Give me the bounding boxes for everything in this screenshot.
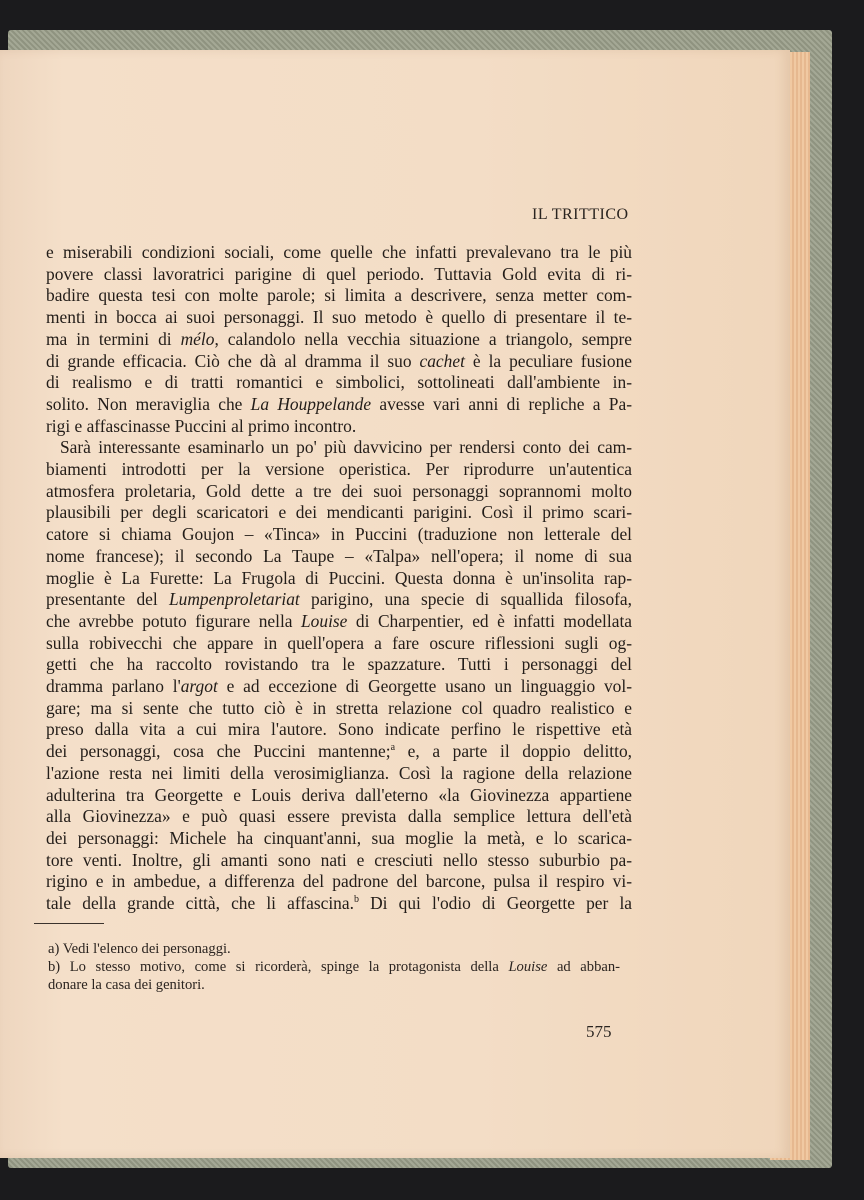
body-line: rigi e affascinasse Puccini al primo incontro. <box>46 415 357 436</box>
body-line: plausibili per degli scaricatori e dei mendicanti parigini. Così il primo scari- <box>46 502 632 523</box>
body-line: badire questa tesi con molte parole; si limita a descrivere, senza metter com- <box>46 285 632 306</box>
italic-term: Louise <box>301 610 348 631</box>
text-run: solito. Non meraviglia che <box>46 393 251 414</box>
text-run: donare la casa dei genitori. <box>48 977 205 993</box>
italic-term: cachet <box>419 350 465 371</box>
text-run: di Charpentier, ed è infatti modellata <box>347 610 632 631</box>
italic-term: argot <box>180 676 218 697</box>
italic-term: Louise <box>508 959 548 975</box>
italic-term: mélo <box>180 328 215 349</box>
text-run: b) Lo stesso motivo, come si ricorderà, spinge la protagonista della <box>48 959 509 975</box>
body-line: rigino e in ambedue, a differenza del padrone del barcone, pulsa il respiro vi- <box>46 871 632 892</box>
body-line <box>46 611 632 633</box>
page-number: 575 <box>586 1022 612 1041</box>
body-line: alla Giovinezza» e può quasi essere prevista dalla semplice lettura dell'età <box>46 806 632 827</box>
body-line: l'azione resta nei limiti della verosimiglianza. Così la ragione della relazione <box>46 762 632 783</box>
body-line: biamenti introdotti per la versione operistica. Per riprodurre un'autentica <box>46 459 632 480</box>
text-run: Di qui l'odio di Georgette per la <box>358 893 632 914</box>
footnote-line <box>48 958 620 976</box>
footnote-rule <box>34 923 104 924</box>
text-run: che avrebbe potuto figurare nella <box>46 610 302 631</box>
running-head: IL TRITTICO <box>532 206 629 223</box>
italic-term: Lumpenproletariat <box>168 589 300 610</box>
body-line: povere classi lavoratrici parigine di quel periodo. Tuttavia Gold evita di ri- <box>46 263 632 284</box>
body-line <box>46 329 632 351</box>
footnote-marker: b <box>353 894 359 906</box>
footnote-line <box>48 940 620 958</box>
body-line: atmosfera proletaria, Gold dette a tre dei suoi personaggi soprannomi molto <box>46 480 632 501</box>
body-line: dei personaggi: Michele ha cinquant'anni, sua moglie la metà, e lo scarica- <box>46 827 632 848</box>
body-line: preso dalla vita a cui mira l'autore. Sono indicate perfino le rispettive età <box>46 719 632 740</box>
footnotes <box>48 940 620 994</box>
body-line <box>46 893 632 915</box>
body-line: adulterina tra Georgette e Louis deriva dall'eterno «la Giovinezza appartiene <box>46 784 632 805</box>
body-line <box>46 741 632 763</box>
text-run: ad abban- <box>547 959 621 975</box>
footnote-line <box>48 976 620 994</box>
body-line: gare; ma si sente che tutto ciò è in stretta relazione col quadro realistico e <box>46 697 632 718</box>
text-run: è la peculiare fusione <box>464 350 632 371</box>
body-line <box>46 589 632 611</box>
body-line: e miserabili condizioni sociali, come quelle che infatti prevalevano tra le più <box>46 242 632 262</box>
text-run: dramma parlano l' <box>46 676 181 697</box>
text-run: , calandolo nella vecchia situazione a triangolo, sempre <box>214 328 633 349</box>
text-run: dei personaggi, cosa che Puccini mantenne; <box>46 741 391 762</box>
body-text <box>46 242 632 915</box>
body-line: tore venti. Inoltre, gli amanti sono nati e cresciuti nello stesso suburbio pa- <box>46 849 632 870</box>
body-line: di realismo e di tratti romantici e simbolici, sottolineati dall'ambiente in- <box>46 372 632 393</box>
body-line: catore si chiama Goujon – «Tinca» in Puccini (traduzione non letterale del <box>46 524 632 545</box>
text-run: avesse vari anni di repliche a Pa- <box>371 393 632 414</box>
text-run: di grande efficacia. Ciò che dà al dramma il suo <box>46 350 420 371</box>
body-line: sulla robivecchi che appare in quell'opera a fare oscure riflessioni sugli og- <box>46 632 632 653</box>
body-line <box>46 394 632 416</box>
text-run: presentante del <box>46 589 169 610</box>
text-run: e ad eccezione di Georgette usano un linguaggio vol- <box>217 676 632 697</box>
text-run: tale della grande città, che li affascina. <box>46 893 354 914</box>
body-line <box>46 351 632 373</box>
text-run: e, a parte il doppio delitto, <box>395 741 632 762</box>
body-line: getti che ha raccolto rovistando tra le spazzature. Tutti i personaggi del <box>46 654 632 675</box>
body-line: Sarà interessante esaminarlo un po' più davvicino per rendersi conto dei cam- <box>60 437 632 458</box>
body-line <box>46 676 632 698</box>
text-run: a) Vedi l'elenco dei personaggi. <box>48 941 231 957</box>
italic-term: La Houppelande <box>250 393 372 414</box>
footnote-marker: a <box>390 742 396 754</box>
body-line: menti in bocca ai suoi personaggi. Il suo metodo è quello di presentare il te- <box>46 307 632 328</box>
body-line: moglie è La Furette: La Frugola di Puccini. Questa donna è un'insolita rap- <box>46 567 632 588</box>
text-run: parigino, una specie di squallida filosofa, <box>299 589 632 610</box>
body-line: nome francese); il secondo La Taupe – «Talpa» nell'opera; il nome di sua <box>46 545 632 566</box>
text-run: ma in termini di <box>46 328 181 349</box>
